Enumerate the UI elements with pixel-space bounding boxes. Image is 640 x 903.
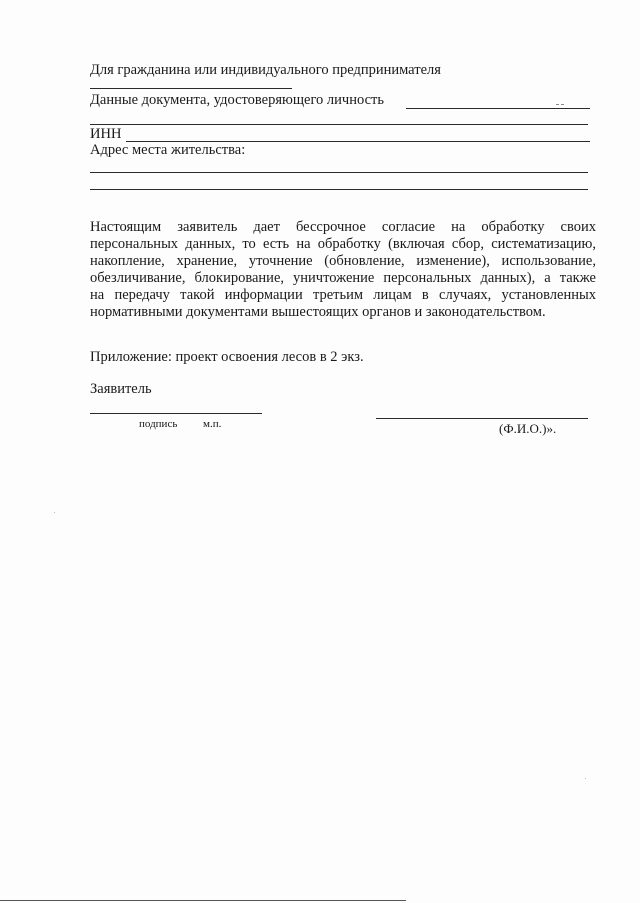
identity-document-label: Данные документа, удостоверяющего личность xyxy=(90,92,384,108)
address-label: Адрес места жительства: xyxy=(90,142,246,158)
scan-speck xyxy=(556,104,564,105)
stamp-caption: м.п. xyxy=(203,418,222,430)
full-name-caption: (Ф.И.О.)». xyxy=(499,421,557,436)
attachment-note: Приложение: проект освоения лесов в 2 экз. xyxy=(90,349,364,365)
identity-document-field[interactable] xyxy=(406,108,590,109)
signature-caption: подпись xyxy=(139,418,178,430)
full-name-line[interactable] xyxy=(376,418,588,419)
consent-line: нормативными документами вышестоящих органов и законодательством. xyxy=(90,304,546,320)
inn-label: ИНН xyxy=(90,126,122,142)
consent-line: персональных данных, то есть на обработку (включая сбор, систематизацию, xyxy=(90,236,596,252)
consent-paragraph xyxy=(90,219,596,321)
address-field-line-2[interactable] xyxy=(90,189,588,190)
applicant-type-underline xyxy=(90,88,292,89)
applicant-label: Заявитель xyxy=(90,381,152,397)
signature-line[interactable] xyxy=(90,413,262,414)
scan-bottom-edge xyxy=(0,900,406,901)
consent-line: Настоящим заявитель дает бессрочное согласие на обработку своих xyxy=(90,219,596,235)
consent-line: накопление, хранение, уточнение (обновление, изменение), использование, xyxy=(90,253,596,269)
identity-document-field-continued[interactable] xyxy=(90,124,588,125)
applicant-type-heading: Для гражданина или индивидуального предпринимателя xyxy=(90,62,441,78)
consent-line: на передачу такой информации третьим лицам в случаях, установленных xyxy=(90,287,596,303)
consent-line: обезличивание, блокирование, уничтожение персональных данных), а также xyxy=(90,270,596,286)
address-field-line-1[interactable] xyxy=(90,172,588,173)
scan-speck xyxy=(585,778,586,779)
scan-speck xyxy=(54,512,55,513)
